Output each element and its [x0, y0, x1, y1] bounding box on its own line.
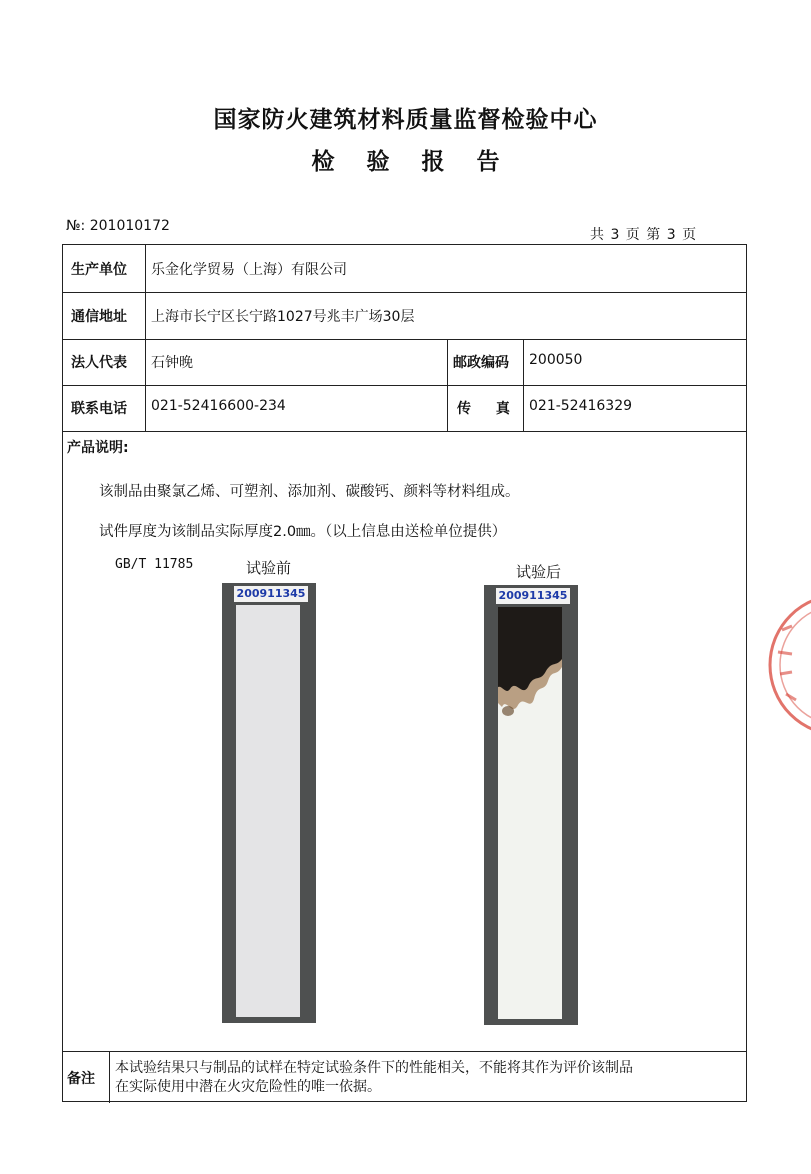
test-standard: GB/T 11785: [115, 557, 194, 572]
postal-code-label: 邮政编码: [453, 355, 509, 371]
burn-mark: [498, 607, 562, 747]
phone-label: 联系电话: [71, 401, 127, 417]
organization-title: 国家防火建筑材料质量监督检验中心: [213, 107, 598, 133]
row-divider: [63, 292, 746, 293]
sample-id-tag: 200911345: [496, 588, 570, 604]
manufacturer-value: 乐金化学贸易（上海）有限公司: [151, 262, 347, 278]
before-test-label: 试验前: [246, 559, 292, 577]
report-number: №: 201010172: [66, 218, 170, 234]
row-divider: [63, 339, 746, 340]
row-divider: [63, 431, 746, 432]
specimen-thickness-note: 试件厚度为该制品实际厚度2.0㎜。（以上信息由送检单位提供）: [99, 524, 507, 540]
label-column-divider: [145, 245, 146, 431]
phone-value: 021-52416600-234: [151, 398, 286, 414]
official-seal-stamp: [760, 590, 811, 740]
legal-rep-label: 法人代表: [71, 355, 127, 371]
report-title: 检 验 报 告: [311, 149, 512, 175]
sample-id-tag: 200911345: [234, 586, 308, 602]
specimen-strip: [236, 605, 300, 1017]
remarks-label: 备注: [67, 1071, 95, 1087]
remarks-line-2: 在实际使用中潜在火灾危险性的唯一依据。: [115, 1079, 381, 1095]
address-label: 通信地址: [71, 309, 127, 325]
row-divider: [63, 385, 746, 386]
specimen-before-photo: [222, 583, 316, 1023]
remarks-line-1: 本试验结果只与制品的试样在特定试验条件下的性能相关，不能将其作为评价该制品: [115, 1060, 633, 1076]
address-value: 上海市长宁区长宁路1027号兆丰广场30层: [151, 309, 415, 325]
legal-rep-value: 石钟晚: [151, 355, 193, 371]
column-divider: [523, 339, 524, 431]
product-section-label: 产品说明:: [67, 440, 129, 456]
after-test-label: 试验后: [516, 563, 562, 581]
product-description: 该制品由聚氯乙烯、可塑剂、添加剂、碳酸钙、颜料等材料组成。: [99, 484, 520, 500]
specimen-after-photo: [484, 585, 578, 1025]
remarks-label-divider: [109, 1051, 110, 1103]
fax-label: 传 真: [457, 401, 512, 417]
column-divider: [447, 339, 448, 431]
report-table: [62, 244, 747, 1102]
fax-value: 021-52416329: [529, 398, 633, 414]
manufacturer-label: 生产单位: [71, 262, 127, 278]
row-divider: [63, 1051, 746, 1052]
page-info: 共 3 页 第 3 页: [590, 227, 698, 243]
postal-code-value: 200050: [529, 352, 583, 368]
